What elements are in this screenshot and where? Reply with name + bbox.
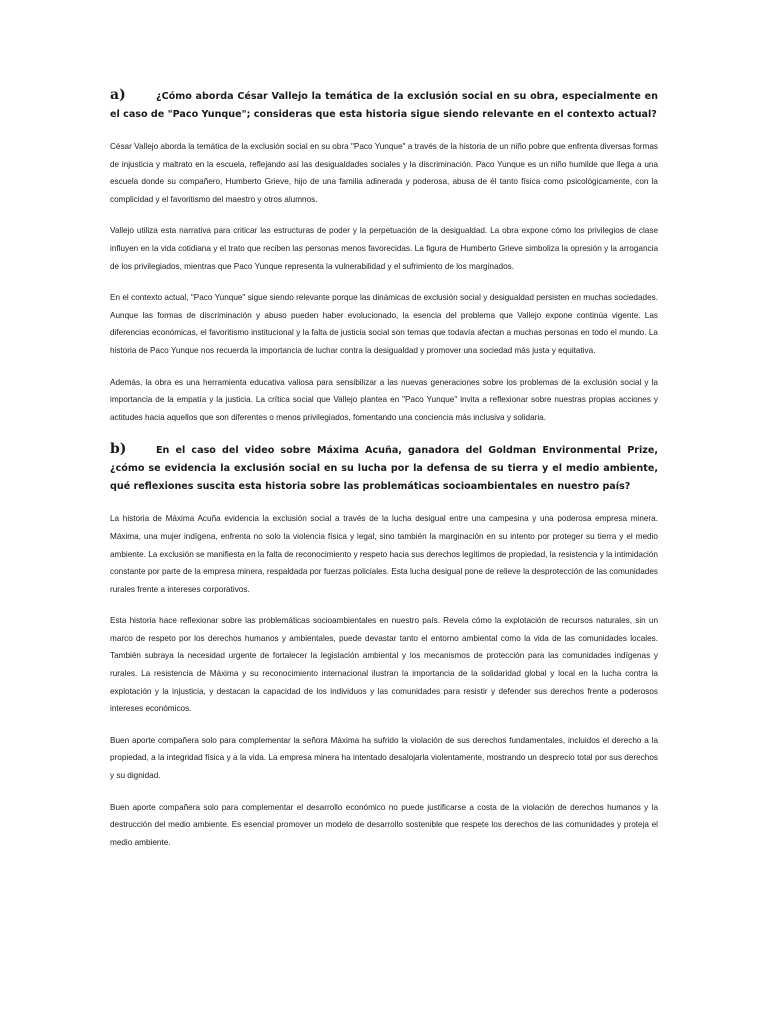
- question-a-letter: a): [110, 87, 126, 103]
- question-b: [110, 440, 658, 496]
- answer-b-paragraph-1: La historia de Máxima Acuña evidencia la exclusión social a través de la lucha desigual entre una campesina y una poderosa empresa minera. Máxima, una mujer indígena, enfrenta no solo la violencia física y legal, sino también la marginación en su intento por proteger su tierra y el medio ambiente. La exclusión se manifiesta en la falta de reconocimiento y respeto hacia sus derechos legítimos de propiedad, la resistencia y la intimidación constante por parte de la empresa minera, respaldada por fuerzas policiales. Esta lucha desigual pone de relieve la desprotección de las comunidades rurales frente a intereses corporativos.: [110, 514, 658, 594]
- comment-paragraph-1: Buen aporte compañera solo para complementar la señora Máxima ha sufrido la violación de sus derechos fundamentales, incluidos el derecho a la propiedad, a la integridad física y a la vida. La empresa minera ha intentado desalojarla violentamente, mostrando un desprecio total por sus derechos y su dignidad.: [110, 735, 658, 781]
- answer-b-paragraph-2: Esta historia hace reflexionar sobre las problemáticas socioambientales en nuestro país. Revela cómo la explotación de recursos naturales, sin un marco de respeto por los derechos humanos y ambientales, puede devastar tanto el entorno ambiental como la vida de las comunidades locales. También subraya la necesidad urgente de fortalecer la legislación ambiental y los mecanismos de protección para las comunidades indígenas y rurales. La resistencia de Máxima y su reconocimiento internacional ilustran la importancia de la solidaridad global y local en la lucha contra la explotación y la injusticia, y destacan la capacidad de los individuos y las comunidades para resistir y defender sus derechos frente a poderosos intereses económicos.: [110, 616, 658, 714]
- answer-a-paragraph-2: Vallejo utiliza esta narrativa para criticar las estructuras de poder y la perpetuación de la desigualdad. La obra expone cómo los privilegios de clase influyen en la vida cotidiana y el trato que reciben las personas menos favorecidas. La figura de Humberto Grieve simboliza la opresión y la arrogancia de los privilegiados, mientras que Paco Yunque representa la vulnerabilidad y el sufrimiento de los marginados.: [110, 226, 658, 271]
- comment-paragraph-2: Buen aporte compañera solo para complementar el desarrollo económico no puede justificarse a costa de la violación de derechos humanos y la destrucción del medio ambiente. Es esencial promover un modelo de desarrollo sostenible que respete los derechos de las comunidades y proteja el medio ambiente.: [110, 802, 658, 847]
- answer-a-paragraph-4: Además, la obra es una herramienta educativa valiosa para sensibilizar a las nuevas generaciones sobre los problemas de la exclusión social y la importancia de la empatía y la justicia. La crítica social que Vallejo plantea en "Paco Yunque" invita a reflexionar sobre nuestras propias acciones y actitudes hacia aquellos que son diferentes o menos privilegiados, fomentando una conciencia más inclusiva y solidaria.: [110, 377, 658, 422]
- answer-a-paragraph-1: César Vallejo aborda la temática de la exclusión social en su obra "Paco Yunque" a través de la historia de un niño pobre que enfrenta diversas formas de injusticia y maltrato en la escuela, reflejando así las desigualdades sociales y la discriminación. Paco Yunque es un niño humilde que llega a una escuela donde su compañero, Humberto Grieve, hijo de una familia adinerada y poderosa, abusa de él tanto física como psicológicamente, con la complicidad y el favoritismo del maestro y otros alumnos.: [110, 142, 658, 204]
- answer-a-paragraph-3: En el contexto actual, "Paco Yunque" sigue siendo relevante porque las dinámicas de exclusión social y desigualdad persisten en muchas sociedades. Aunque las formas de discriminación y abuso pueden haber evolucionado, la esencia del problema que Vallejo expone continúa vigente. Las diferencias económicas, el favoritismo institucional y la falta de justicia social son temas que todavía afectan a muchas personas en todo el mundo. La historia de Paco Yunque nos recuerda la importancia de luchar contra la desigualdad y promover una sociedad más justa y equitativa.: [110, 293, 658, 355]
- question-b-text: En el caso del video sobre Máxima Acuña, ganadora del Goldman Environmental Prize, ¿cómo se evidencia la exclusión social en su lucha por la defensa de su tierra y el medio ambiente, qué reflexiones suscita esta historia sobre las problemáticas socioambientales en nuestro país?: [110, 445, 658, 493]
- question-b-letter: b): [110, 441, 127, 458]
- question-a: [110, 86, 658, 124]
- document-page: [110, 86, 658, 851]
- question-a-text: ¿Cómo aborda César Vallejo la temática de la exclusión social en su obra, especialmente en el caso de "Paco Yunque"; consideras que esta historia sigue siendo relevante en el contexto actual?: [110, 91, 658, 120]
